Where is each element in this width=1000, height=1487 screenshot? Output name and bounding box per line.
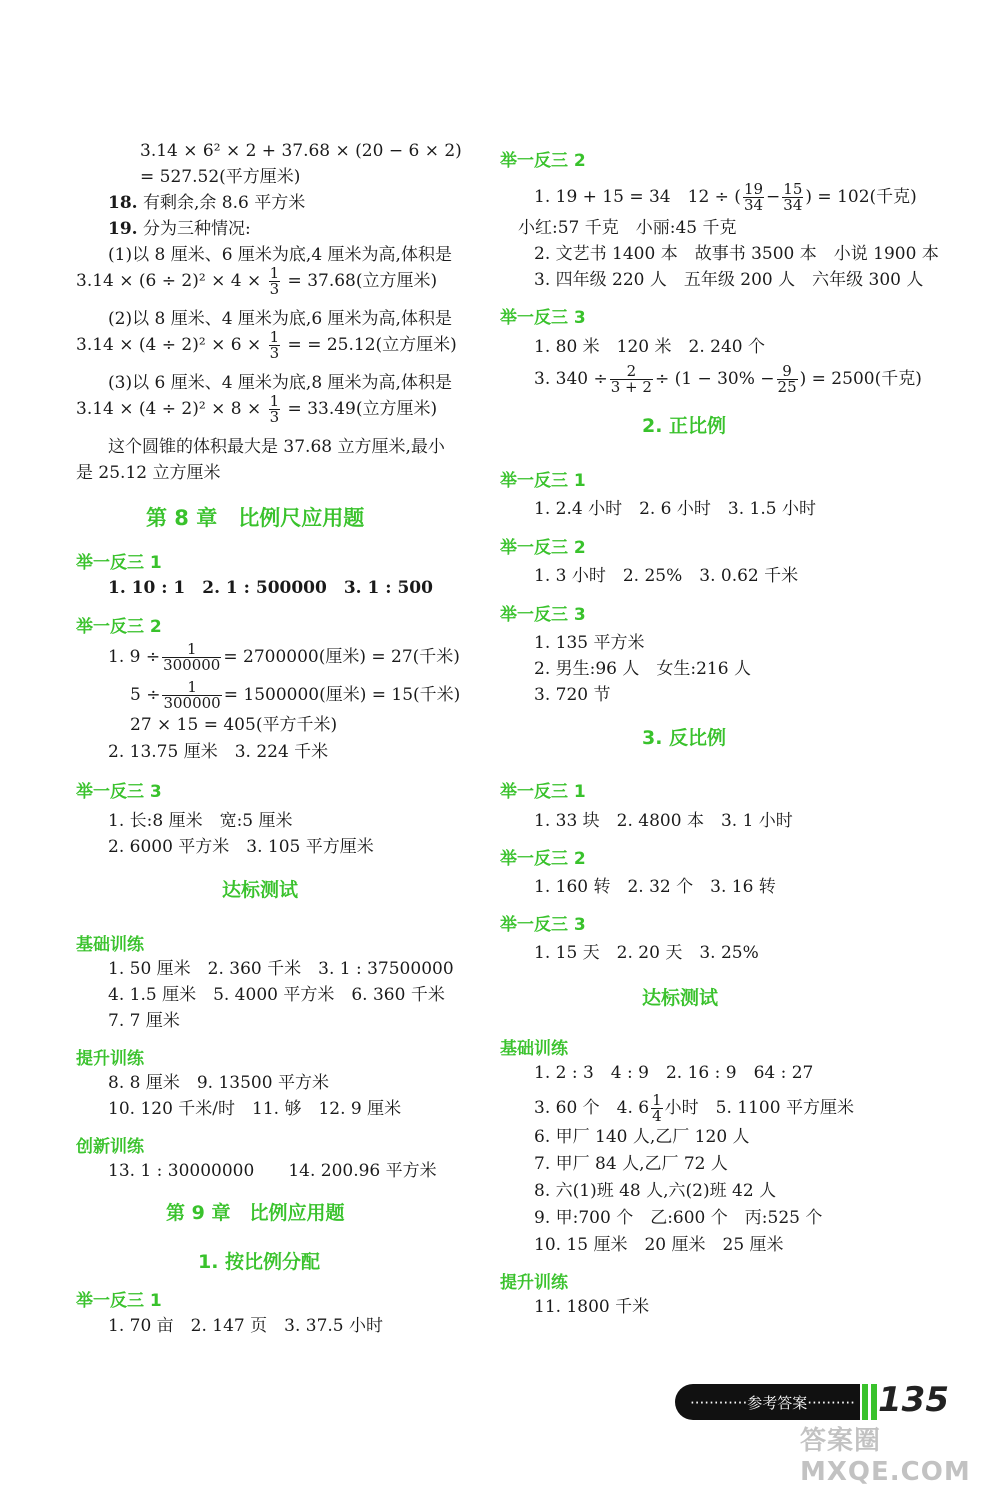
- denominator: 34: [783, 196, 803, 214]
- answer-line: 1. 33 块 2. 4800 本 3. 1 小时: [534, 811, 793, 831]
- item-number: 18.: [108, 193, 138, 213]
- answer-line: 11. 1800 千米: [534, 1297, 650, 1317]
- section-heading: 举一反三 3: [76, 782, 162, 802]
- training-heading: 创新训练: [76, 1137, 144, 1157]
- numerator: 9: [777, 364, 798, 380]
- case-2-text: (2)以 8 厘米、4 厘米为底,6 厘米为高,体积是: [108, 309, 452, 329]
- answer-line: 1. 50 厘米 2. 360 千米 3. 1 : 37500000: [108, 959, 454, 979]
- footer-stripe: [862, 1384, 868, 1420]
- numerator: 1: [269, 264, 280, 282]
- equation-line: 3.14 × 6² × 2 + 37.68 × (20 − 6 × 2): [140, 141, 462, 161]
- fraction: [162, 642, 221, 673]
- formula-part: 小时 5. 1100 平方厘米: [664, 1098, 854, 1118]
- formula-part: = 2700000(厘米) = 27(千米): [223, 647, 460, 667]
- denominator: 300000: [163, 656, 221, 674]
- denominator: 3 + 2: [610, 378, 652, 396]
- answer-line: 3. 720 节: [534, 685, 611, 705]
- case-3-formula: [76, 394, 437, 425]
- answer-text: 有剩余,余 8.6 平方米: [142, 193, 306, 213]
- denominator: 300000: [163, 694, 221, 712]
- answer-line: 10. 15 厘米 20 厘米 25 厘米: [534, 1235, 784, 1255]
- denominator: 25: [777, 378, 797, 396]
- answer-line: 1. 3 小时 2. 25% 3. 0.62 千米: [534, 566, 799, 586]
- formula-part: = = 25.12(立方厘米): [287, 335, 457, 355]
- subsection-title: 2. 正比例: [642, 415, 727, 437]
- denominator: 3: [269, 280, 280, 298]
- formula-part: 1. 9 ÷: [108, 647, 161, 667]
- answer-line: 1. 135 平方米: [534, 633, 645, 653]
- formula-part: = 37.68(立方厘米): [287, 271, 438, 291]
- fraction: [269, 330, 281, 361]
- case-2-formula: [76, 330, 457, 361]
- numerator: 1: [162, 642, 221, 658]
- watermark: 答案圈 MXQE.COM: [800, 1426, 971, 1487]
- answer-line: 27 × 15 = 405(平方千米): [130, 715, 338, 735]
- answer-line: [534, 364, 922, 395]
- fraction: [777, 364, 798, 395]
- section-heading: 举一反三 1: [76, 1291, 162, 1311]
- answer-line: 2. 男生:96 人 女生:216 人: [534, 659, 751, 679]
- answer-line: 9. 甲:700 个 乙:600 个 丙:525 个: [534, 1208, 823, 1228]
- section-heading: 举一反三 1: [500, 471, 586, 491]
- test-heading: 达标测试: [222, 879, 299, 901]
- numerator: 2: [610, 364, 653, 380]
- denominator: 3: [269, 344, 280, 362]
- formula-part: 1. 19 + 15 = 34 12 ÷ (: [534, 187, 741, 207]
- answer-line: 1. 160 转 2. 32 个 3. 16 转: [534, 877, 776, 897]
- section-heading: 举一反三 2: [500, 538, 586, 558]
- fraction: [651, 1093, 663, 1124]
- section-heading: 举一反三 3: [500, 308, 586, 328]
- answer-line: [534, 1093, 854, 1124]
- fraction: [162, 680, 221, 711]
- chapter-9-title: 第 9 章 比例应用题: [166, 1202, 345, 1224]
- numerator: 15: [783, 180, 803, 198]
- formula-part: 3. 340 ÷: [534, 369, 608, 389]
- training-heading: 基础训练: [500, 1039, 568, 1059]
- answer-line: 13. 1 : 30000000 14. 200.96 平方米: [108, 1161, 437, 1181]
- answer-line: 4. 1.5 厘米 5. 4000 平方米 6. 360 千米: [108, 985, 445, 1005]
- section-heading: 举一反三 2: [500, 849, 586, 869]
- item-number: 19.: [108, 219, 138, 239]
- denominator: 4: [652, 1107, 662, 1125]
- answer-line: 1. 长:8 厘米 宽:5 厘米: [108, 811, 293, 831]
- subsection-title: 3. 反比例: [642, 727, 727, 749]
- answer-line: 3. 四年级 220 人 五年级 200 人 六年级 300 人: [534, 270, 924, 290]
- answer-line: [108, 642, 460, 673]
- conclusion-line: 是 25.12 立方厘米: [76, 463, 221, 483]
- formula-part: 3.14 × (4 ÷ 2)² × 6 ×: [76, 335, 262, 355]
- denominator: 34: [743, 196, 764, 214]
- denominator: 3: [269, 408, 280, 426]
- numerator: 19: [743, 180, 764, 198]
- numerator: 1: [269, 392, 280, 410]
- answer-line: 2. 文艺书 1400 本 故事书 3500 本 小说 1900 本: [534, 244, 939, 264]
- answer-19: [108, 218, 251, 240]
- test-heading: 达标测试: [642, 987, 719, 1009]
- numerator: 1: [652, 1091, 662, 1109]
- section-heading: 举一反三 2: [500, 151, 586, 171]
- numerator: 1: [162, 680, 221, 696]
- formula-part: ÷ (1 − 30% −: [654, 369, 775, 389]
- page-number: 135: [878, 1380, 949, 1420]
- answer-18: [108, 192, 305, 214]
- formula-part: = 33.49(立方厘米): [287, 399, 438, 419]
- fraction: [269, 394, 281, 425]
- chapter-8-title: 第 8 章 比例尺应用题: [146, 506, 365, 530]
- answer-line: 7. 甲厂 84 人,乙厂 72 人: [534, 1154, 728, 1174]
- footer-label: ············参考答案··········: [690, 1394, 855, 1412]
- case-1-formula: [76, 266, 437, 297]
- section-heading: 举一反三 3: [500, 605, 586, 625]
- formula-part: ) = 102(千克): [805, 187, 917, 207]
- section-heading: 举一反三 2: [76, 617, 162, 637]
- answer-line: [130, 680, 460, 711]
- case-3-text: (3)以 6 厘米、4 厘米为底,8 厘米为高,体积是: [108, 373, 452, 393]
- answer-text: 分为三种情况:: [142, 219, 251, 239]
- section-heading: 举一反三 1: [76, 553, 162, 573]
- answer-line: 1. 2.4 小时 2. 6 小时 3. 1.5 小时: [534, 499, 816, 519]
- subsection-title: 1. 按比例分配: [198, 1251, 321, 1273]
- answer-line: 7. 7 厘米: [108, 1011, 180, 1031]
- formula-part: 5 ÷: [130, 685, 161, 705]
- answer-line: 10. 120 千米/时 11. 够 12. 9 厘米: [108, 1099, 402, 1119]
- fraction: [610, 364, 653, 395]
- training-heading: 提升训练: [500, 1273, 568, 1293]
- section-heading: 举一反三 3: [500, 915, 586, 935]
- answer-line: [534, 182, 917, 213]
- answer-line: 1. 2 : 3 4 : 9 2. 16 : 9 64 : 27: [534, 1063, 814, 1083]
- fraction: [743, 182, 764, 213]
- numerator: 1: [269, 328, 280, 346]
- equation-line: = 527.52(平方厘米): [140, 167, 301, 187]
- section-heading: 举一反三 1: [500, 782, 586, 802]
- formula-part: 3.14 × (4 ÷ 2)² × 8 ×: [76, 399, 262, 419]
- formula-part: 3.14 × (6 ÷ 2)² × 4 ×: [76, 271, 262, 291]
- answer-line: 1. 10 : 1 2. 1 : 500000 3. 1 : 500: [108, 578, 433, 598]
- formula-part: = 1500000(厘米) = 15(千米): [223, 685, 461, 705]
- formula-part: 3. 60 个 4. 6: [534, 1098, 650, 1118]
- formula-part: −: [766, 187, 781, 207]
- answer-line: 1. 80 米 120 米 2. 240 个: [534, 337, 765, 357]
- answer-line: 2. 6000 平方米 3. 105 平方厘米: [108, 837, 374, 857]
- answer-line: 小红:57 千克 小丽:45 千克: [518, 218, 737, 238]
- answer-line: 6. 甲厂 140 人,乙厂 120 人: [534, 1127, 750, 1147]
- training-heading: 基础训练: [76, 935, 144, 955]
- footer-stripe: [871, 1384, 877, 1420]
- fraction: [782, 182, 803, 213]
- fraction: [269, 266, 281, 297]
- training-heading: 提升训练: [76, 1049, 144, 1069]
- case-1-text: (1)以 8 厘米、6 厘米为底,4 厘米为高,体积是: [108, 245, 452, 265]
- answer-line: 1. 15 天 2. 20 天 3. 25%: [534, 943, 759, 963]
- answer-line: 2. 13.75 厘米 3. 224 千米: [108, 742, 329, 762]
- conclusion-line: 这个圆锥的体积最大是 37.68 立方厘米,最小: [108, 437, 445, 457]
- formula-part: ) = 2500(千克): [799, 369, 922, 389]
- answer-line: 1. 70 亩 2. 147 页 3. 37.5 小时: [108, 1316, 384, 1336]
- answer-line: 8. 六(1)班 48 人,六(2)班 42 人: [534, 1181, 777, 1201]
- answer-line: 8. 8 厘米 9. 13500 平方米: [108, 1073, 329, 1093]
